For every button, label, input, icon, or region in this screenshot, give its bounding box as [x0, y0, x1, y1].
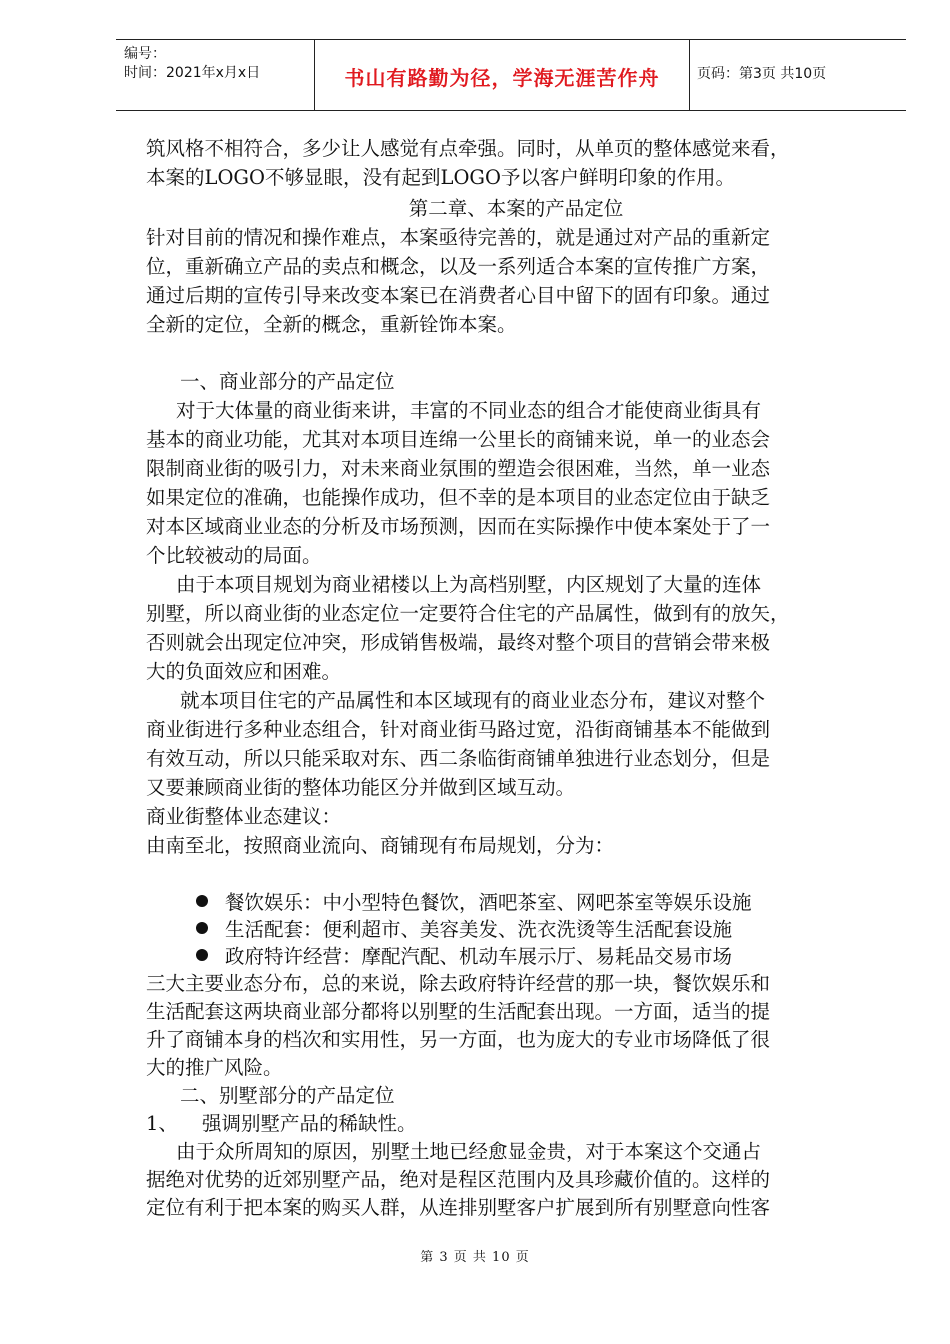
document-time-label: 时间：2021年x月x日	[124, 65, 261, 81]
body-line: 本案的LOGO不够显眼，没有起到LOGO予以客户鲜明印象的作用。	[146, 166, 735, 189]
body-line: 升了商铺本身的档次和实用性，另一方面，也为庞大的专业市场降低了很	[146, 1028, 771, 1051]
body-line: 筑风格不相符合，多少让人感觉有点牵强。同时，从单页的整体感觉来看，	[146, 137, 790, 160]
body-line: 位，重新确立产品的卖点和概念，以及一系列适合本案的宣传推广方案，	[146, 255, 771, 278]
body-line: 全新的定位，全新的概念，重新铨饰本案。	[146, 313, 517, 336]
body-line: 否则就会出现定位冲突，形成销售极端，最终对整个项目的营销会带来极	[146, 631, 771, 654]
bullet-icon	[196, 949, 208, 961]
header-page-cell	[689, 40, 906, 110]
body-line: 对于大体量的商业街来讲，丰富的不同业态的组合才能使商业街具有	[176, 399, 762, 422]
chapter-heading: 第二章、本案的产品定位	[408, 197, 624, 220]
body-line: 由于本项目规划为商业裙楼以上为高档别墅，内区规划了大量的连体	[176, 573, 762, 596]
header-info-cell	[116, 40, 314, 110]
body-line: 强调别墅产品的稀缺性。	[202, 1112, 417, 1135]
body-line: 对本区域商业业态的分析及市场预测，因而在实际操作中使本案处于了一	[146, 515, 771, 538]
section-heading: 一、商业部分的产品定位	[180, 370, 395, 393]
body-line: 又要兼顾商业街的整体功能区分并做到区域互动。	[146, 776, 576, 799]
list-item-text: 政府特许经营：摩配汽配、机动车展示厅、易耗品交易市场	[225, 945, 733, 968]
body-line: 据绝对优势的近郊别墅产品，绝对是程区范围内及具珍藏价值的。这样的	[146, 1168, 771, 1191]
body-line: 别墅，所以商业街的业态定位一定要符合住宅的产品属性，做到有的放矢，	[146, 602, 790, 625]
list-item	[196, 917, 732, 943]
header-motto: 书山有路勤为径，学海无涯苦作舟	[344, 66, 660, 90]
body-line: 就本项目住宅的产品属性和本区域现有的商业业态分布，建议对整个	[180, 689, 766, 712]
page-header	[116, 39, 906, 111]
bullet-icon	[196, 922, 208, 934]
section-heading: 二、别墅部分的产品定位	[180, 1084, 395, 1107]
body-line: 个比较被动的局面。	[146, 544, 322, 567]
body-line: 三大主要业态分布，总的来说，除去政府特许经营的那一块，餐饮娱乐和	[146, 972, 771, 995]
body-line: 大的负面效应和困难。	[146, 660, 342, 683]
body-line: 限制商业街的吸引力，对未来商业氛围的塑造会很困难，当然，单一业态	[146, 457, 771, 480]
body-line: 有效互动，所以只能采取对东、西二条临街商铺单独进行业态划分，但是	[146, 747, 771, 770]
bullet-icon	[196, 895, 208, 907]
document-number-label: 编号：	[124, 46, 166, 62]
body-line: 由南至北，按照商业流向、商铺现有布局规划，分为：	[146, 834, 615, 857]
body-line: 如果定位的准确，也能操作成功，但不幸的是本项目的业态定位由于缺乏	[146, 486, 771, 509]
list-item	[196, 944, 732, 970]
body-line: 通过后期的宣传引导来改变本案已在消费者心目中留下的固有印象。通过	[146, 284, 771, 307]
body-line: 基本的商业功能，尤其对本项目连绵一公里长的商铺来说，单一的业态会	[146, 428, 771, 451]
body-line: 商业街整体业态建议：	[146, 805, 342, 828]
body-line: 生活配套这两块商业部分都将以别墅的生活配套出现。一方面，适当的提	[146, 1000, 771, 1023]
body-line: 定位有利于把本案的购买人群，从连排别墅客户扩展到所有别墅意向性客	[146, 1196, 771, 1219]
list-number: 1、	[146, 1112, 178, 1135]
body-line: 商业街进行多种业态组合，针对商业街马路过宽，沿街商铺基本不能做到	[146, 718, 771, 741]
body-line: 大的推广风险。	[146, 1056, 283, 1079]
header-motto-cell	[314, 40, 690, 110]
list-item-text: 生活配套：便利超市、美容美发、洗衣洗烫等生活配套设施	[225, 918, 733, 941]
page-footer: 第 3 页 共 10 页	[420, 1250, 530, 1265]
body-line: 由于众所周知的原因，别墅土地已经愈显金贵，对于本案这个交通占	[176, 1140, 762, 1163]
body-line: 针对目前的情况和操作难点，本案亟待完善的，就是通过对产品的重新定	[146, 226, 771, 249]
list-item-text: 餐饮娱乐：中小型特色餐饮，酒吧茶室、网吧茶室等娱乐设施	[225, 891, 752, 914]
list-item	[196, 890, 752, 916]
header-page-number: 页码：第3页 共10页	[697, 66, 827, 82]
